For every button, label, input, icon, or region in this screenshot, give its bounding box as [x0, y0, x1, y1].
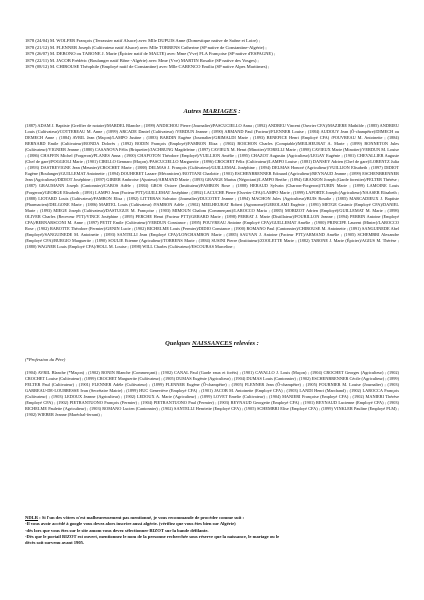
intro-line: 1878 (21/12) M. FLENNER Joseph (Cultivateur natif Alsace) avec Mlle TORRENS Catherine (SP native de Constantine-Algérie) ;: [25, 44, 267, 50]
intro-line: 1879 (26/07) M. DEBONO ou TABONE J. Marie (Épicier natif de MALTE) avec Mme (Vve) FLA Françoise (SP native d'ESPAGNE) ;: [25, 51, 276, 57]
note-line: décès soit survenu avant 1905.: [25, 540, 85, 546]
note-line: -dès lors que vous êtes sur le site amom vous devez sélectionner BIZOT sur la bande défilante.: [25, 527, 209, 533]
note-label: NDLR: [25, 515, 39, 520]
marriages-list: (1887) ADAM J. Baptiste (Greffier de notaire)/MARDEL Blanche ; (1899) ANDICHOU Pierre (Journalier)/PASCUCIELLO Anna ; (1892) ANDREU Vincent (Ouvrier CFA)/MAZIERE Mathilde ; (1885) ANDRIEU Louis (Cultivateur)/COTTEREAU M. Anne ; (1899) ARCADE Daniel (Cultivateur) /VERDUN Jeanne ; (1890) ARMAND Paul (Facteur)/FLENNER Louise ; (1884) AUDOUY Jean (Ô-champêtre)/DIMECH ou DEMECH Anne ; (1884) AVRIL Jean (Maçon)/LAMPO Justine ; (1883) BARDIN Eugène (Journalier)/GRIMALDI Marie ; (1893) BENEFICE Henri (Employé CFA) /POUVREAU M. Antoinette ; (1884) BERNARD Emile (Cultivateur)/RONDA Dolorès ; (1892) BODIN François (Employé)/FAMBON Eliza ; (1902) BOICHON Charles (Comptable)/MEILHEURAT A. Marie ; (1899) BONNETON Jules (Cultivateur)/VIGNIER Jeanne ; (1880) CASANOVA Félix (Briquetier)/JACHRUNG Magdeleine ; (1897) CAVIEUX M. Henri (Minotier)/TORELLI Marie ; (1898) CAVIEUX Marie (Minotier)/VERDUN M. Louise ; (1886) CHAFFIN Michel (Forgeron)/PLANES Anna ; (1900) CHAPOTON Théodore (Employé)/VUILLION Amélie ; (1895) CHAZOT Augustin (Agriculteur)/LEGAY Eugénie ; (1901) CHEVALLIER Auguste (Chef de gare)/POGGIOLI Marie ; (1901) CIRILLO Gennaro (Maçon) /PASCUCIELLO Marguerite ; (1896) CROCHET Félix (Cultivateur)/LAMPO Louise ; (1881) DANSEY Adrien (Chef de gare)/LORENTZ Julia ; (1893) DASTREVIGNE Jean (Meunier)/CROCHET Marie ; (1888) DELMAS J. François (Cultivateur)/GUILLEMAL Joséphine ; (1894) DELMAS Honoré (Agriculteur)/VUILLION Elisabeth ; (1897) DIDIOT Eugène (Boulanger)/GUILLEMAT Antoinette ; (1894) DOUHERET Lazare (Mécanicien) /BOTTANI Charlotte ; (1901) ESCHENBRENNER Edouard (Agriculteur)/REYNAUD Jeanne ; (1899) ESCHENBRENNER Jean (Agriculteur)/DIDIOT Joséphine ; (1897) GIBIER Ambroise (Ajusteur)/ARMAND Marie ; (1893) GRANGE Marius (Négociant)/LAMPO Berthe ; (1894) GRANJON Joseph (Garde forestier)/FELTER Thérèse ; (1887) GRAUMANN Joseph (Cantonnier)/CABOS Adèle ; (1884) GROS Octave (Instituteur)/FAMBON Rose ; (1888) HERAUD Sylvain (Charron-Forgeron)/TURIN Marie ; (1899) LAMOINE Louis (Forgeron)/GEORGE Elisabeth ; (1891) LAMPO Jean (Facteur PTT)/GUILLEMAT Joséphine ; (1892) LACUCHE Pierre (Ouvrier CFA)/LAMPO Marie ; (1899) LAPORTE Joseph (Agriculteur)/NAASER Elisabeth ; (1888) LIOTARD Louis (Cultivateur)/FAMBON Elisa ; (1892) LITTERAS Salvator (Journalier)/DUCOTET Jeanne ; (1894) MACHON Jules (Agriculteur)/BUIS Rosalie ; (1885) MARCADIEUX J. Baptiste (Pharmacien)/DELGONE Marie ; (1886) MARTEL Louis (Cultivateur) /FAMBON Adèle ; (1902) MEILHEURAT Robert (Agronome)/GEROLAMI Eugénie ; (1891) METGE Casimir (Employé CFA)/DANIEL Marie ; (1893) MIEGE Joseph (Cultivateur)/DASTUGUE M. Françoise ; (1903) MIMOUN Chalom (Commerçant)/LAROCCO Maria ; (1885) MORIZOT Adrien (Employé)/GUILLEMAT M. Marie ; (1898) OLIVER Charles (Receveur PTT)/VINCE Joséphine ; (1895) PERCHE Henri (Facteur PTT)/GERARD Marie ; (1898) PERRAT J. Marie (Distillateur)/FOURILLON Jeanne ; (1894) PERRIN Antoine (Employé CFA)/BERNARSCONI M. Anne ; (1897) PETIT Emile (Cultivateur)/VERDUN Constance ; (1895) POUVREAU Antoine (Employé CFA)/GUILLEMAT Amélie ; (1900) PRINCIPE Laurent (Minier)/LAROCCO Rose ; (1902) RABOTTE Théodore (Fermier)/GENIN Lucie ; (1902) RICHELME Louis (Fermier)/DIDIO Constance ; (1900) ROMANO Paul (Cantonnier)/CHIROUSE M. Antoinette ; (1891) SANGUINEDE Abel (Employé)/SANGUINEDE M. Antoinette ; (1893) SANTELLI Jean (Employé CFA)/LONCHAMBON Marie ; (1885) SAUVAN J. Antoine (Facteur PTT)/ARMAND Amélie ; (1905) SCHEMBRI Alexandre (Employé CFA)/BURGIO Marguerite ; (1890) SOULIE Etienne (Agriculteur)/TORRENS Marie ; (1884) SUSINI Pierre (Instituteur)/ZOOLETTE Marie ; (1882) TABONE J. Marie (Épicier)/AGIUS M. Thérèse ; (1880) WAGNER Louis (Employé CFA)/HOLL M. Louise ; (1898) WILL Charles (Cultivateur)/ESCOUBAS Marceline ;: [25, 123, 399, 249]
births-heading-suffix: relevées :: [232, 340, 259, 347]
marriages-heading-prefix: Autres: [183, 108, 203, 115]
births-heading-word: NAISSANCES: [192, 340, 233, 347]
marriages-heading-suffix: :: [236, 108, 241, 115]
intro-marriage-list: [25, 38, 399, 71]
marriages-heading: [0, 108, 424, 115]
intro-line: 1879 (22/11) M. JACOB Frédéric (Boulanger natif Bône -Algérie) avec Mme (Vve) MARTIN Rosalie (SP native des Vosges) ;: [25, 57, 259, 63]
births-heading-prefix: Quelques: [165, 340, 193, 347]
births-subtitle: (*Profession du Père): [25, 357, 66, 362]
marriages-heading-word: MARIAGES: [202, 108, 237, 115]
intro-line: 1879 (08/12) M. CHIROUSE Théophile (Employé natif de Constantine) avec Mlle CARENCO Emilia (SP native Alpes Maritimes) ;: [25, 64, 270, 70]
editor-note: [25, 515, 399, 546]
note-line: -Dès que le portail BIZOT est ouvert, mentionnez le nom de la personne recherchée sous réserve que la naissance, le mariage ou le: [25, 533, 280, 539]
births-list: (1904) AVRIL Blanche (*Maçon) ; (1902) BONIN Blanche (Commerçant) ; (1902) CANAL Paul (Garde eaux et forêts) ; (1901) CAVALLO J. Louis (Maçon) ; (1904) CROCHET Georges (Agriculteur) ; (1902) CROCHET Louise (Cultivateur) ; (1899) CROCHET Marguerite (Cultivateur) ; (1905) DUMAS Eugénie (Agriculteur) ; (1904) DUMAS Louis (Cantonnier) ; (1902) ESCHENBRENNER Cécile (Agriculteur) ; (1899) FELTER Paul (Cultivateur) ; (1901) FLENNER Adèle (Cultivateur) ; (1899) FLENNER Eugène (Ô-champêtre) ; (1905) FLENNER Jean (Ô-champêtre) ; (1905) FOURNIER M. Louise (Journalier) ; (1903) GARREAU-DE-LOUBRESSE Ivan (Secrétaire Mairie) ; (1899) HUC Geneviève (Employé CFA) ; (1901) JACOB M. Antoinette (Employé CFA) ; (1903) LANDI Henri (Marchand) ; (1902) LAROCCA François (Cultivateur) ; (1903) LEDOUX Jeanne (Agriculteur) ; (1902) LEDOUX A. Marie (Agriculteur) ; (1899) LOVET Emelie (Cultivateur) ; (1904) MANIERI Françoise (Employé CFA) ; (1902) MANIERI Thérèse (Employé CFA) ; (1902) PIETRANTUONO François (Fermier) ; (1904) PIETRANTUONO Paul (Fermier) ; (1903) REYNAUD Georgette (Employé CFA) ; (1901) REYNAUD Lucienne (Employé CFA) ; (1903) RICHELME Paulette (Agriculteur) ; (1903) ROMANO Lucien (Cantonnier) ; (1902) SANTELLI Henriette (Employé CFA) ; (1905) SCHEMBRI Elise (Employé CFA) ; (1899) VINKLER Pauline (Employé PLM) ; (1902) WIEBER Jeanne (Maréchal-ferrant) ;: [25, 370, 400, 418]
intro-line: 1878 (24/04) M. WOLFER François (Terrassier natif Alsace) avec Mlle DUPUIS Anne (Domestique native de Saône et Loire) ;: [25, 38, 260, 43]
note-line: : Si l'un des vôtres n'est malheureusement pas mentionné, je vous recommande de procéder comme suit :: [38, 515, 245, 520]
births-heading: [0, 340, 424, 347]
note-line: -Il vous avoir accédé à google vous devez alors inscrire aussi algérie. (vérifiez que vous êtes bien sur Algérie): [25, 521, 236, 527]
